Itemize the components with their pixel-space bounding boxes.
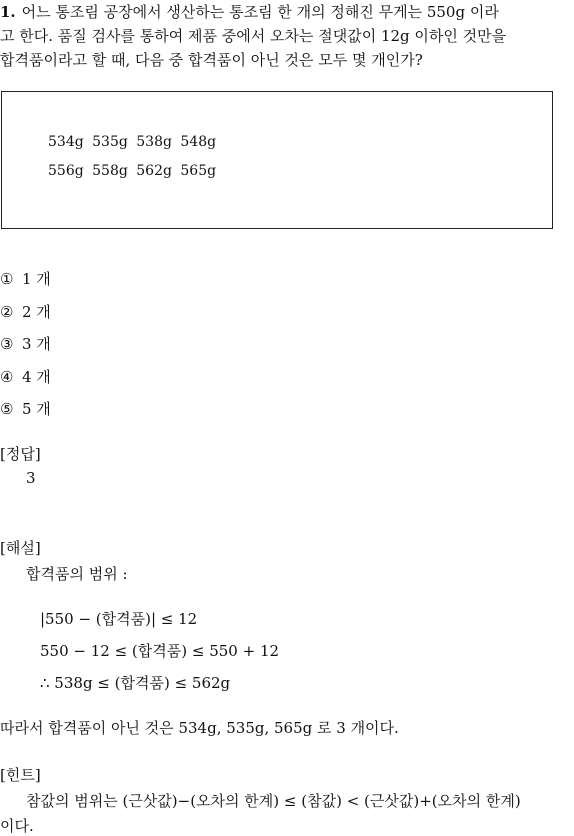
- answer-value: 3: [26, 469, 36, 487]
- math-line-3: ∴ 538g ≤ (합격품) ≤ 562g: [40, 674, 231, 692]
- weights-row-2: 556g 558g 562g 565g: [48, 163, 217, 179]
- choice-marker: ③: [0, 335, 14, 353]
- hint-heading: [힌트]: [0, 766, 41, 784]
- choice-label: 4 개: [22, 368, 51, 386]
- question-text-2: 고 한다. 품질 검사를 통하여 제품 중에서 오차는 절댓값이 12g 이하인 것만을: [0, 27, 507, 45]
- question-number: 1.: [0, 3, 16, 21]
- explanation-intro: 합격품의 범위 :: [26, 565, 128, 583]
- answer-heading: [정답]: [0, 445, 41, 463]
- question-line-1: [0, 0, 499, 24]
- explanation-conclusion: 따라서 합격품이 아닌 것은 534g, 535g, 565g 로 3 개이다.: [0, 719, 399, 737]
- choice-4[interactable]: [0, 366, 51, 387]
- choice-2[interactable]: [0, 301, 51, 322]
- weights-row-1: 534g 535g 538g 548g: [48, 134, 217, 150]
- choice-label: 1 개: [22, 270, 51, 288]
- math-line-1: |550 − (합격품)| ≤ 12: [40, 610, 198, 628]
- math-line-2: 550 − 12 ≤ (합격품) ≤ 550 + 12: [40, 642, 280, 660]
- choice-1[interactable]: [0, 268, 51, 289]
- question-text-3: 합격품이라고 할 때, 다음 중 합격품이 아닌 것은 모두 몇 개인가?: [0, 51, 423, 69]
- question-text-1: 어느 통조림 공장에서 생산하는 통조림 한 개의 정해진 무게는 550g 이라: [21, 3, 499, 21]
- choice-label: 2 개: [22, 303, 51, 321]
- explanation-heading: [해설]: [0, 539, 41, 557]
- choice-3[interactable]: [0, 333, 51, 354]
- choice-marker: ②: [0, 303, 14, 321]
- choice-5[interactable]: [0, 398, 51, 419]
- choice-label: 5 개: [22, 400, 51, 418]
- hint-line-2: 이다.: [0, 817, 34, 835]
- hint-line-1: 참값의 범위는 (근삿값)−(오차의 한계) ≤ (참값) < (근삿값)+(오차의 한계): [26, 792, 521, 810]
- choice-marker: ⑤: [0, 400, 14, 418]
- choice-marker: ①: [0, 270, 14, 288]
- choice-label: 3 개: [22, 335, 51, 353]
- weights-box: [1, 91, 553, 229]
- choice-marker: ④: [0, 368, 14, 386]
